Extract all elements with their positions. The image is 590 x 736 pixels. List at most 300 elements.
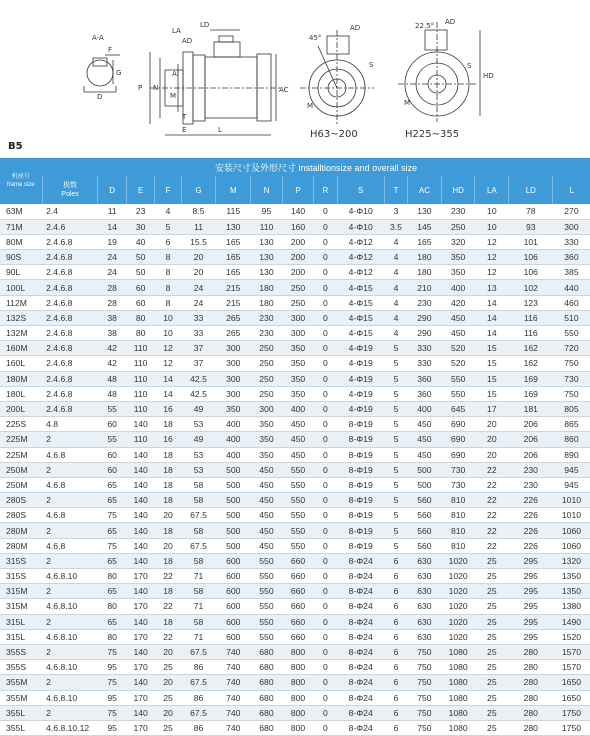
value-cell: 800 (282, 644, 314, 659)
poles-cell: 2.4.6.8 (42, 386, 98, 401)
value-cell: 740 (216, 720, 251, 735)
value-cell: 300 (553, 219, 590, 234)
value-cell: 300 (282, 326, 314, 341)
value-cell: 400 (216, 432, 251, 447)
value-cell: 8-Φ24 (337, 675, 384, 690)
table-row (0, 462, 590, 477)
value-cell: 8-Φ19 (337, 447, 384, 462)
value-cell: 500 (216, 493, 251, 508)
value-cell: 6 (384, 629, 407, 644)
frame-size-cell: 315L (0, 614, 42, 629)
value-cell: 4-Φ10 (337, 219, 384, 234)
value-cell: 4 (384, 234, 407, 249)
value-cell: 265 (216, 326, 251, 341)
value-cell: 720 (553, 341, 590, 356)
frame-size-cell: 180M (0, 371, 42, 386)
value-cell: 8-Φ24 (337, 690, 384, 705)
value-cell: 11 (98, 204, 126, 219)
value-cell: 750 (408, 720, 442, 735)
value-cell: 162 (509, 356, 553, 371)
section-label: A-A (92, 34, 104, 42)
column-header: P (282, 176, 314, 204)
dim-label-angle-22: 22.5° (415, 22, 435, 30)
value-cell: 4-Φ10 (337, 204, 384, 219)
value-cell: 15.5 (181, 234, 216, 249)
value-cell: 15 (475, 341, 509, 356)
value-cell: 5 (384, 477, 407, 492)
value-cell: 1520 (553, 629, 590, 644)
dim-label-m-front1: M (307, 102, 314, 110)
value-cell: 1020 (441, 599, 475, 614)
value-cell: 300 (216, 386, 251, 401)
value-cell: 165 (216, 234, 251, 249)
frame-size-cell: 250M (0, 477, 42, 492)
value-cell: 25 (155, 660, 181, 675)
value-cell: 4 (384, 250, 407, 265)
value-cell: 250 (251, 341, 283, 356)
value-cell: 65 (98, 614, 126, 629)
value-cell: 250 (282, 280, 314, 295)
value-cell: 20 (155, 644, 181, 659)
value-cell: 400 (441, 280, 475, 295)
frame-size-cell: 225M (0, 447, 42, 462)
dim-label-f: F (108, 46, 113, 54)
value-cell: 58 (181, 614, 216, 629)
frame-size-cell: 315S (0, 553, 42, 568)
value-cell: 450 (282, 447, 314, 462)
value-cell: 8-Φ19 (337, 493, 384, 508)
value-cell: 5 (384, 401, 407, 416)
value-cell: 560 (408, 538, 442, 553)
table-row (0, 493, 590, 508)
value-cell: 130 (408, 204, 442, 219)
value-cell: 0 (314, 386, 337, 401)
value-cell: 270 (553, 204, 590, 219)
dim-label-s-front2: S (467, 62, 472, 70)
value-cell: 18 (155, 553, 181, 568)
value-cell: 8-Φ19 (337, 508, 384, 523)
value-cell: 18 (155, 417, 181, 432)
value-cell: 8-Φ24 (337, 629, 384, 644)
value-cell: 8-Φ19 (337, 462, 384, 477)
dimension-drawings (0, 0, 590, 140)
value-cell: 140 (126, 523, 154, 538)
value-cell: 560 (408, 493, 442, 508)
value-cell: 169 (509, 371, 553, 386)
table-row (0, 553, 590, 568)
value-cell: 60 (98, 462, 126, 477)
value-cell: 450 (251, 508, 283, 523)
poles-cell: 2.4.6.8 (42, 356, 98, 371)
value-cell: 140 (126, 705, 154, 720)
value-cell: 95 (98, 660, 126, 675)
value-cell: 3.5 (384, 219, 407, 234)
value-cell: 5 (384, 371, 407, 386)
dim-label-s-front1: S (369, 61, 374, 69)
value-cell: 13 (475, 280, 509, 295)
value-cell: 500 (408, 462, 442, 477)
value-cell: 360 (408, 386, 442, 401)
table-row (0, 675, 590, 690)
value-cell: 1490 (553, 614, 590, 629)
value-cell: 0 (314, 614, 337, 629)
value-cell: 400 (282, 401, 314, 416)
value-cell: 215 (216, 280, 251, 295)
value-cell: 22 (475, 462, 509, 477)
value-cell: 300 (216, 371, 251, 386)
value-cell: 660 (282, 614, 314, 629)
value-cell: 200 (282, 265, 314, 280)
poles-cell: 2.4.6.8 (42, 280, 98, 295)
value-cell: 226 (509, 508, 553, 523)
value-cell: 550 (282, 508, 314, 523)
value-cell: 1080 (441, 690, 475, 705)
value-cell: 0 (314, 280, 337, 295)
frame-size-cell: 200L (0, 401, 42, 416)
value-cell: 22 (155, 569, 181, 584)
value-cell: 550 (251, 614, 283, 629)
value-cell: 680 (251, 644, 283, 659)
value-cell: 890 (553, 447, 590, 462)
value-cell: 1750 (553, 720, 590, 735)
poles-cell: 4.6.8.10 (42, 690, 98, 705)
poles-cell: 4.6.8.10 (42, 629, 98, 644)
value-cell: 945 (553, 477, 590, 492)
value-cell: 8-Φ19 (337, 523, 384, 538)
value-cell: 5 (384, 432, 407, 447)
value-cell: 600 (216, 569, 251, 584)
value-cell: 206 (509, 432, 553, 447)
value-cell: 350 (282, 341, 314, 356)
value-cell: 140 (126, 675, 154, 690)
value-cell: 1010 (553, 493, 590, 508)
value-cell: 18 (155, 462, 181, 477)
column-header: R (314, 176, 337, 204)
value-cell: 600 (216, 629, 251, 644)
value-cell: 330 (408, 356, 442, 371)
value-cell: 800 (282, 705, 314, 720)
table-row (0, 417, 590, 432)
value-cell: 6 (384, 553, 407, 568)
value-cell: 25 (155, 720, 181, 735)
value-cell: 12 (155, 356, 181, 371)
value-cell: 55 (98, 401, 126, 416)
value-cell: 0 (314, 204, 337, 219)
poles-cell: 4.6.8.10 (42, 569, 98, 584)
value-cell: 230 (251, 326, 283, 341)
table-row (0, 720, 590, 735)
value-cell: 180 (408, 250, 442, 265)
value-cell: 290 (408, 326, 442, 341)
value-cell: 0 (314, 234, 337, 249)
frame-size-cell: 225M (0, 432, 42, 447)
frame-size-cell: 80M (0, 234, 42, 249)
value-cell: 630 (408, 569, 442, 584)
value-cell: 60 (126, 295, 154, 310)
value-cell: 110 (126, 356, 154, 371)
value-cell: 71 (181, 599, 216, 614)
value-cell: 1380 (553, 599, 590, 614)
value-cell: 560 (408, 523, 442, 538)
value-cell: 49 (181, 401, 216, 416)
value-cell: 4 (384, 326, 407, 341)
value-cell: 730 (441, 477, 475, 492)
value-cell: 42.5 (181, 371, 216, 386)
value-cell: 42 (98, 341, 126, 356)
column-header: HD (441, 176, 475, 204)
poles-cell: 2 (42, 493, 98, 508)
value-cell: 740 (216, 690, 251, 705)
value-cell: 42.5 (181, 386, 216, 401)
value-cell: 680 (251, 705, 283, 720)
value-cell: 8-Φ24 (337, 644, 384, 659)
value-cell: 22 (475, 538, 509, 553)
value-cell: 550 (441, 386, 475, 401)
value-cell: 18 (155, 447, 181, 462)
table-row (0, 614, 590, 629)
value-cell: 1020 (441, 569, 475, 584)
value-cell: 630 (408, 553, 442, 568)
value-cell: 360 (408, 371, 442, 386)
value-cell: 690 (441, 432, 475, 447)
value-cell: 4-Φ15 (337, 295, 384, 310)
value-cell: 11 (181, 219, 216, 234)
value-cell: 550 (282, 523, 314, 538)
value-cell: 5 (384, 538, 407, 553)
column-header: LD (509, 176, 553, 204)
value-cell: 660 (282, 553, 314, 568)
value-cell: 20 (181, 265, 216, 280)
frame-size-cell: 180L (0, 386, 42, 401)
poles-cell: 2.4.6.8 (42, 295, 98, 310)
value-cell: 86 (181, 720, 216, 735)
value-cell: 53 (181, 462, 216, 477)
value-cell: 65 (98, 523, 126, 538)
value-cell: 280 (509, 720, 553, 735)
value-cell: 49 (181, 432, 216, 447)
value-cell: 6 (384, 569, 407, 584)
poles-cell: 2.4.6.8 (42, 234, 98, 249)
table-row (0, 629, 590, 644)
dim-label-e: E (182, 126, 187, 134)
value-cell: 5 (384, 356, 407, 371)
value-cell: 23 (126, 204, 154, 219)
table-row (0, 356, 590, 371)
value-cell: 110 (126, 401, 154, 416)
value-cell: 65 (98, 553, 126, 568)
table-row (0, 599, 590, 614)
value-cell: 295 (509, 569, 553, 584)
value-cell: 3 (384, 204, 407, 219)
value-cell: 730 (441, 462, 475, 477)
poles-cell: 2 (42, 462, 98, 477)
value-cell: 500 (216, 523, 251, 538)
frame-size-cell: 280S (0, 493, 42, 508)
value-cell: 16 (155, 432, 181, 447)
value-cell: 102 (509, 280, 553, 295)
value-cell: 60 (98, 447, 126, 462)
value-cell: 0 (314, 401, 337, 416)
value-cell: 25 (475, 629, 509, 644)
value-cell: 645 (441, 401, 475, 416)
frame-size-cell: 132M (0, 326, 42, 341)
frame-size-cell: 225S (0, 417, 42, 432)
column-header: T (384, 176, 407, 204)
value-cell: 55 (98, 432, 126, 447)
value-cell: 140 (126, 462, 154, 477)
value-cell: 0 (314, 477, 337, 492)
value-cell: 280 (509, 690, 553, 705)
value-cell: 6 (384, 644, 407, 659)
value-cell: 170 (126, 690, 154, 705)
value-cell: 25 (155, 690, 181, 705)
value-cell: 0 (314, 720, 337, 735)
value-cell: 50 (126, 250, 154, 265)
poles-cell: 2 (42, 705, 98, 720)
value-cell: 95 (98, 690, 126, 705)
value-cell: 4-Φ19 (337, 386, 384, 401)
value-cell: 500 (216, 462, 251, 477)
value-cell: 1650 (553, 675, 590, 690)
value-cell: 420 (441, 295, 475, 310)
column-header: LA (475, 176, 509, 204)
value-cell: 25 (475, 644, 509, 659)
poles-cell: 2.4.6.8 (42, 371, 98, 386)
value-cell: 10 (475, 219, 509, 234)
value-cell: 0 (314, 432, 337, 447)
value-cell: 53 (181, 447, 216, 462)
value-cell: 520 (441, 356, 475, 371)
value-cell: 0 (314, 584, 337, 599)
value-cell: 280 (509, 675, 553, 690)
value-cell: 0 (314, 690, 337, 705)
value-cell: 295 (509, 629, 553, 644)
value-cell: 37 (181, 341, 216, 356)
dim-label-ad-front2: AD (445, 18, 456, 26)
value-cell: 0 (314, 417, 337, 432)
table-row (0, 310, 590, 325)
value-cell: 5 (384, 341, 407, 356)
value-cell: 300 (282, 310, 314, 325)
dim-label-n: N (153, 84, 159, 92)
poles-cell: 2 (42, 614, 98, 629)
value-cell: 8-Φ19 (337, 538, 384, 553)
value-cell: 8-Φ19 (337, 432, 384, 447)
value-cell: 1320 (553, 553, 590, 568)
value-cell: 58 (181, 584, 216, 599)
value-cell: 130 (251, 265, 283, 280)
value-cell: 450 (251, 523, 283, 538)
value-cell: 58 (181, 553, 216, 568)
value-cell: 25 (475, 660, 509, 675)
value-cell: 67.5 (181, 538, 216, 553)
value-cell: 6 (384, 660, 407, 675)
value-cell: 750 (408, 690, 442, 705)
value-cell: 460 (553, 295, 590, 310)
value-cell: 200 (282, 250, 314, 265)
value-cell: 67.5 (181, 675, 216, 690)
table-row (0, 219, 590, 234)
frame-size-cell: 280M (0, 523, 42, 538)
poles-cell: 2.4.6.8 (42, 310, 98, 325)
value-cell: 140 (126, 538, 154, 553)
value-cell: 750 (408, 644, 442, 659)
column-header: F (155, 176, 181, 204)
value-cell: 1080 (441, 644, 475, 659)
value-cell: 4-Φ15 (337, 310, 384, 325)
table-row (0, 477, 590, 492)
value-cell: 60 (126, 280, 154, 295)
value-cell: 0 (314, 660, 337, 675)
poles-cell: 2.4.6.8 (42, 326, 98, 341)
motor-front-view-large (398, 22, 480, 122)
value-cell: 71 (181, 569, 216, 584)
value-cell: 75 (98, 538, 126, 553)
value-cell: 4-Φ12 (337, 265, 384, 280)
value-cell: 680 (251, 675, 283, 690)
frame-size-cell: 355M (0, 690, 42, 705)
value-cell: 690 (441, 447, 475, 462)
value-cell: 140 (126, 644, 154, 659)
value-cell: 660 (282, 599, 314, 614)
value-cell: 206 (509, 417, 553, 432)
table-row (0, 705, 590, 720)
value-cell: 130 (251, 234, 283, 249)
value-cell: 15 (475, 356, 509, 371)
value-cell: 75 (98, 644, 126, 659)
value-cell: 80 (126, 310, 154, 325)
dim-label-hd: HD (483, 72, 494, 80)
value-cell: 165 (216, 265, 251, 280)
value-cell: 400 (216, 447, 251, 462)
value-cell: 48 (98, 371, 126, 386)
value-cell: 295 (509, 614, 553, 629)
value-cell: 140 (126, 508, 154, 523)
value-cell: 280 (509, 644, 553, 659)
frame-size-header: 机座号 frame size (0, 158, 42, 204)
value-cell: 15 (475, 371, 509, 386)
value-cell: 14 (475, 326, 509, 341)
value-cell: 58 (181, 477, 216, 492)
value-cell: 350 (441, 250, 475, 265)
column-header: E (126, 176, 154, 204)
value-cell: 1570 (553, 660, 590, 675)
value-cell: 24 (98, 265, 126, 280)
table-title: 安装尺寸及外形尺寸 installtionsize and overall size (42, 158, 590, 176)
value-cell: 550 (282, 477, 314, 492)
value-cell: 180 (251, 295, 283, 310)
value-cell: 5 (384, 508, 407, 523)
value-cell: 4-Φ19 (337, 356, 384, 371)
value-cell: 6 (384, 690, 407, 705)
value-cell: 0 (314, 265, 337, 280)
value-cell: 560 (408, 508, 442, 523)
value-cell: 17 (475, 401, 509, 416)
value-cell: 20 (475, 417, 509, 432)
value-cell: 16 (155, 401, 181, 416)
table-row (0, 584, 590, 599)
value-cell: 550 (441, 371, 475, 386)
poles-cell: 2.4 (42, 204, 98, 219)
value-cell: 8-Φ19 (337, 477, 384, 492)
value-cell: 0 (314, 508, 337, 523)
value-cell: 0 (314, 371, 337, 386)
poles-cell: 2.4.6.8 (42, 341, 98, 356)
value-cell: 12 (155, 341, 181, 356)
section-title: B5 (8, 141, 23, 152)
dim-label-p: P (138, 84, 143, 92)
value-cell: 75 (98, 675, 126, 690)
